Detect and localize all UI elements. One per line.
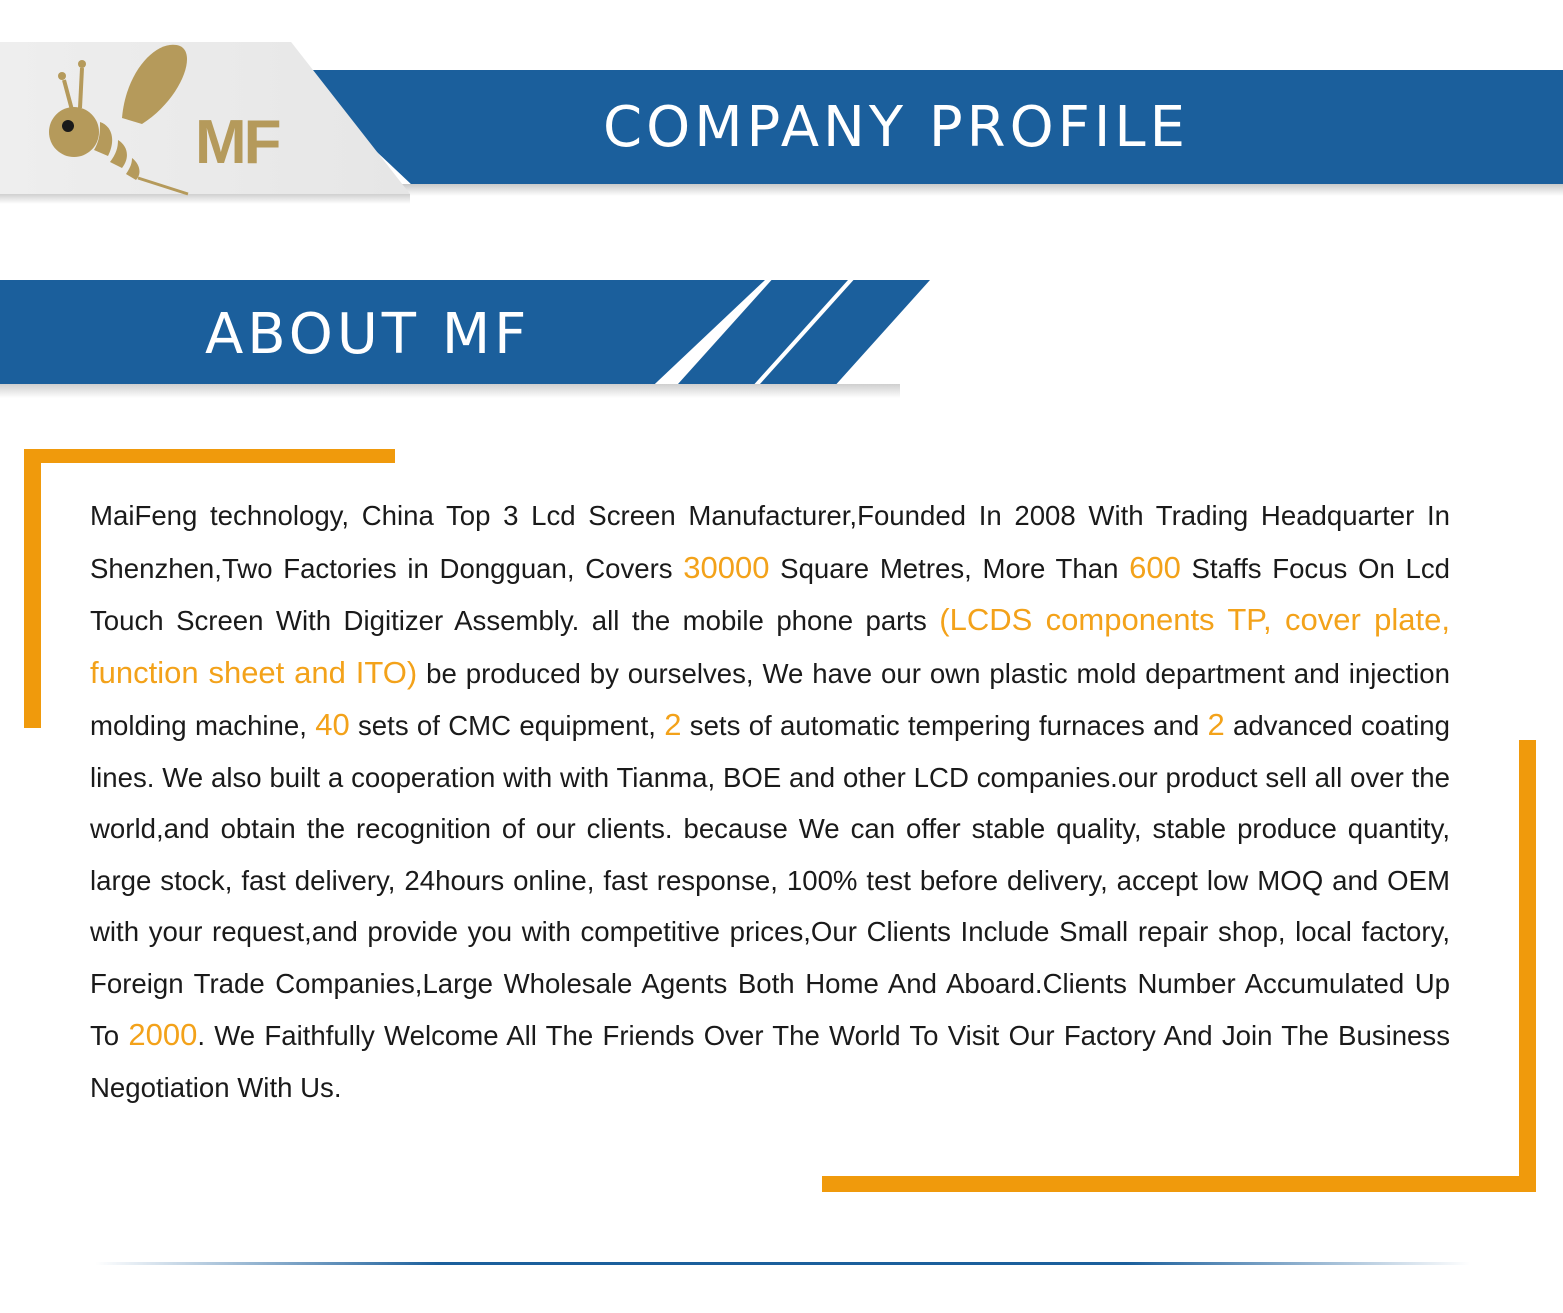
highlight-clients: 2000 <box>128 1017 198 1052</box>
body-text: MaiFeng technology, China Top 3 Lcd Screen Manufacturer,Founded In 2008 With Trading Headquarter In Shenzhen,Two Factories in Dongguan, Covers <box>90 500 1450 584</box>
frame-left-edge <box>24 449 41 728</box>
body-text: sets of CMC equipment, <box>349 710 665 741</box>
highlight-coating: 2 <box>1207 707 1225 742</box>
footer-divider <box>95 1262 1470 1265</box>
body-text: be produced by ourselves, We have our own plastic mold department and injection molding machine, <box>90 657 1450 741</box>
highlight-furnaces: 2 <box>664 707 682 742</box>
highlight-staff: 600 <box>1129 549 1181 585</box>
highlight-area: 30000 <box>683 549 770 585</box>
highlight-components: (LCDS components TP, cover plate, function sheet and ITO) <box>90 602 1451 690</box>
section-shadow <box>0 384 900 398</box>
logo-text: MF <box>195 108 279 177</box>
body-text: advanced coating lines. We also built a cooperation with with Tianma, BOE and other LCD companies.our product sell all over the world,and obtain the recognition of our clients. because We can offer stable quality, stable produce quantity, large stock, fast delivery, 24hours online, fast response, 100% test before delivery, accept low MOQ and OEM with your request,and provide you with competitive prices,Our Clients Include Small repair shop, local factory, Foreign Trade Companies,Large Wholesale Agents Both Home And Aboard.Clients Number Accumulated Up To <box>90 710 1450 1051</box>
highlight-cmc: 40 <box>315 707 350 742</box>
company-description <box>90 490 1450 1113</box>
body-text: Square Metres, More Than <box>769 552 1130 584</box>
page-title: COMPANY PROFILE <box>603 95 1189 160</box>
body-text: sets of automatic tempering furnaces and <box>681 710 1208 741</box>
header-shadow <box>380 184 1563 196</box>
section-title: ABOUT MF <box>205 302 531 367</box>
frame-bottom-edge <box>822 1176 1536 1192</box>
body-text: Staffs Focus On Lcd Touch Screen With Digitizer Assembly. all the mobile phone parts <box>90 552 1450 636</box>
body-text: . We Faithfully Welcome All The Friends Over The World To Visit Our Factory And Join The Business Negotiation With Us. <box>90 1020 1450 1103</box>
bee-icon <box>30 40 210 200</box>
frame-top-edge <box>24 449 395 463</box>
frame-right-edge <box>1519 740 1536 1192</box>
